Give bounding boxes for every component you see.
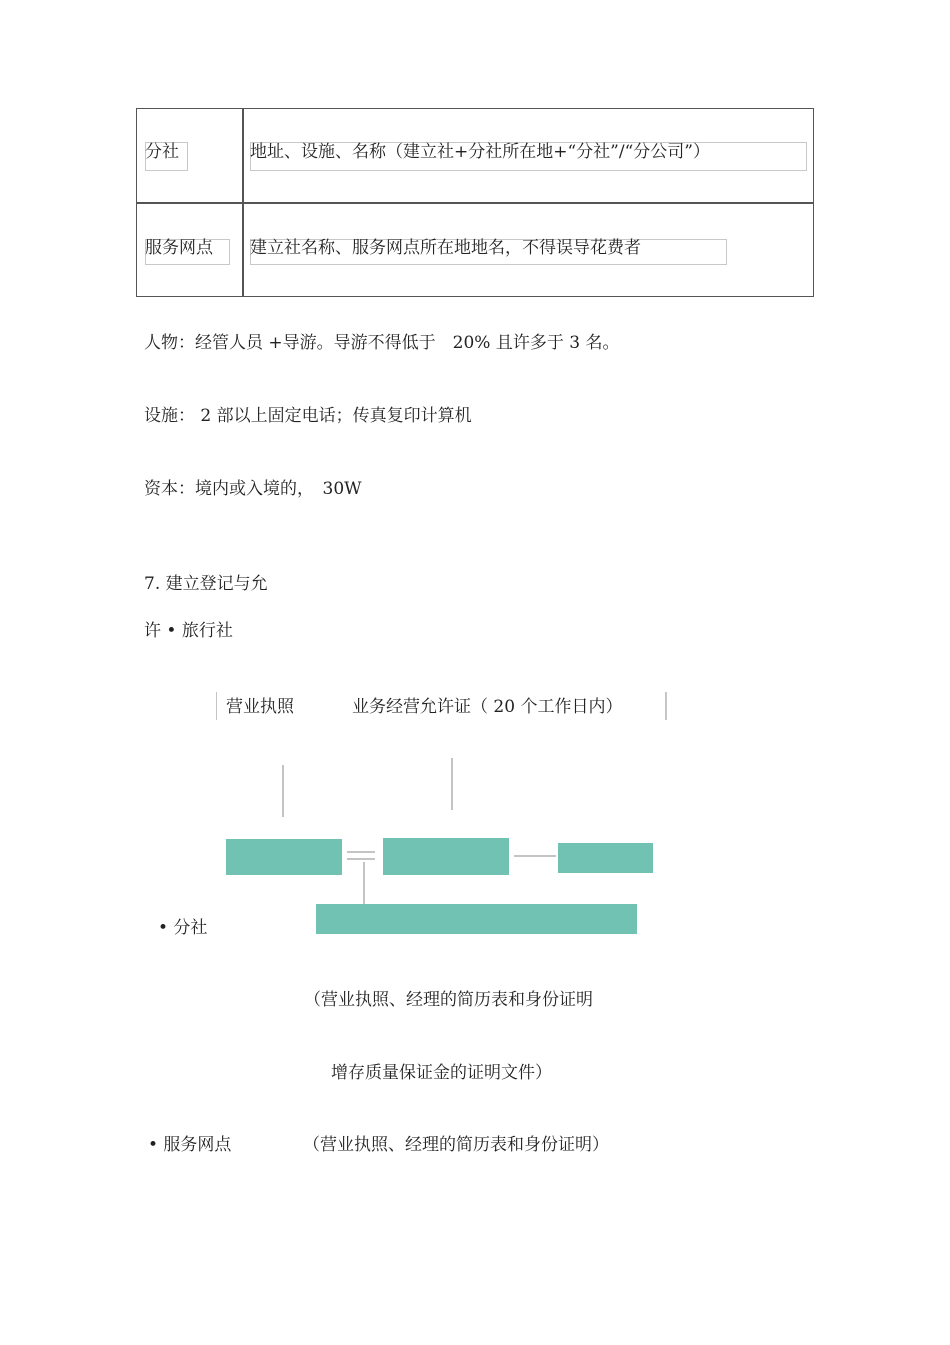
table-row-divider [137, 202, 813, 204]
business-permit-label: 业务经营允许证（ 20 个工作日内） [352, 697, 623, 717]
flow-box [316, 904, 637, 934]
branch-bullet: • 分社 [158, 918, 208, 938]
business-license-label: 营业执照 [226, 697, 294, 717]
personnel-requirement: 人物：经管人员 +导游。导游不得低于 20% 且许多于 3 名。 [144, 333, 620, 353]
section-heading: 7. 建立登记与允 [144, 574, 268, 594]
branch-note: （营业执照、经理的简历表和身份证明 [304, 990, 593, 1010]
table-row-label: 分社 [145, 142, 179, 162]
connector-line [451, 758, 453, 810]
equal-connector [347, 858, 375, 860]
table-row-label: 服务网点 [145, 238, 213, 258]
requirements-table [136, 108, 814, 297]
service-point-bullet: • 服务网点 [148, 1135, 232, 1155]
section-subheading: 许 • 旅行社 [144, 621, 233, 641]
equal-connector [347, 851, 375, 853]
connector-line [282, 765, 284, 817]
flow-box [226, 839, 342, 875]
service-point-note: （营业执照、经理的简历表和身份证明） [303, 1135, 609, 1155]
connector-line [514, 855, 556, 857]
capital-requirement: 资本：境内或入境的， 30W [144, 479, 362, 499]
facilities-requirement: 设施： 2 部以上固定电话；传真复印计算机 [144, 406, 472, 426]
branch-note: 增存质量保证金的证明文件） [331, 1063, 552, 1083]
table-row-content: 地址、设施、名称（建立社+分社所在地+“分社”/“分公司”） [250, 142, 710, 162]
flow-box [383, 838, 509, 875]
bracket-left [216, 692, 217, 720]
flow-box [558, 843, 653, 873]
bracket-right [665, 692, 666, 720]
table-row-content: 建立社名称、服务网点所在地地名，不得误导花费者 [250, 238, 641, 258]
connector-line [363, 862, 365, 904]
